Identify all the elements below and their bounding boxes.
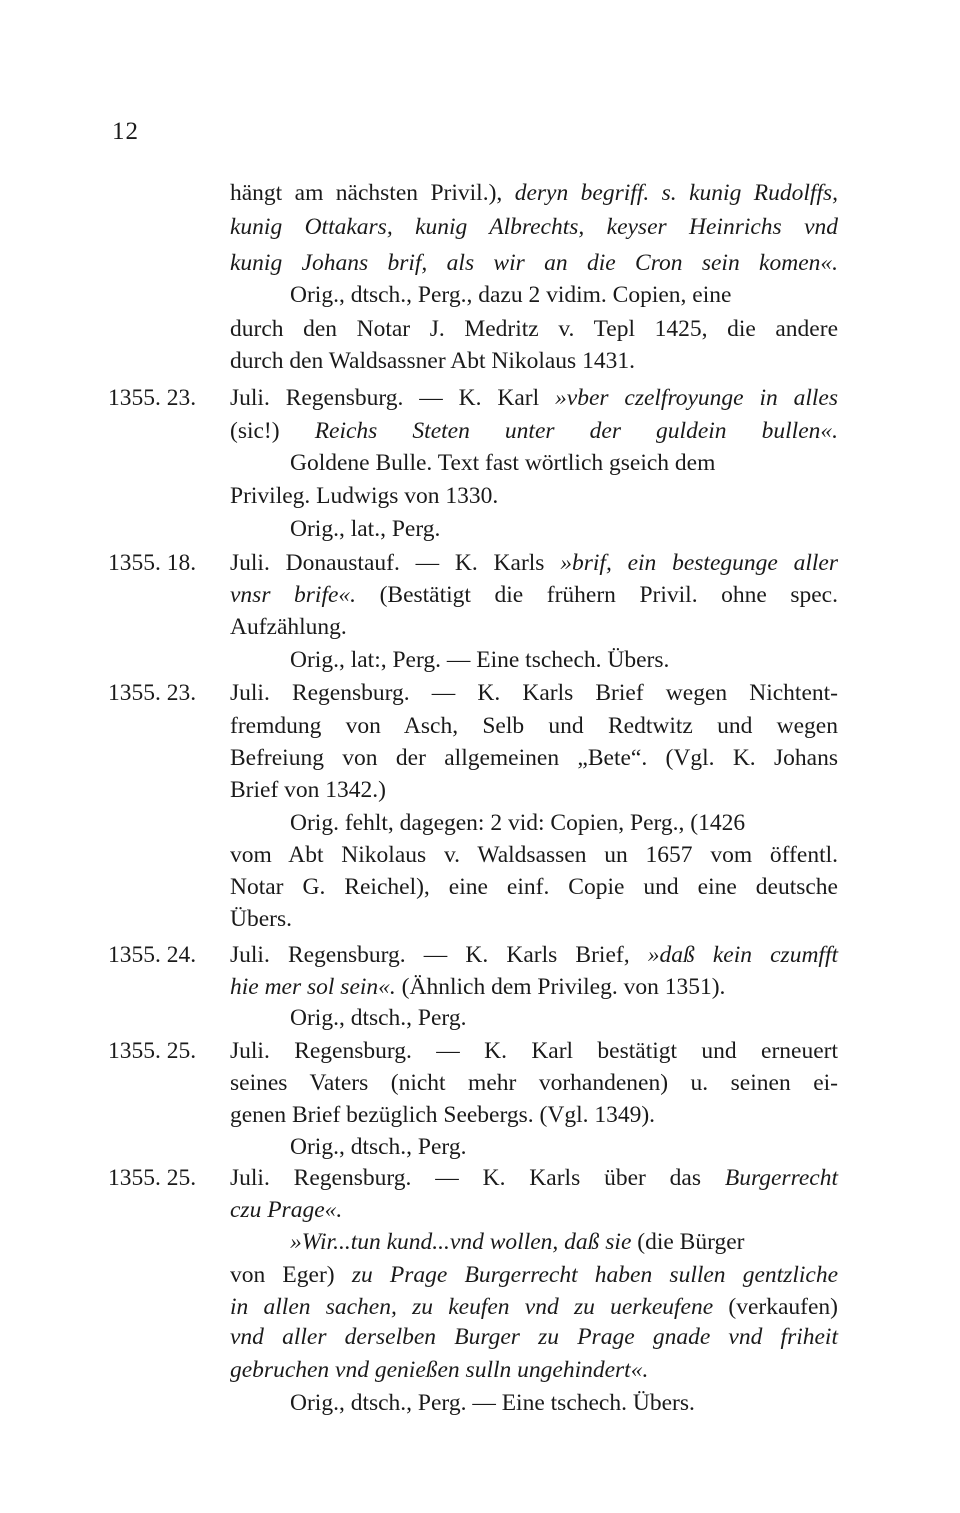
line-text: Privileg. Ludwigs von 1330. xyxy=(230,483,499,509)
text-line xyxy=(230,904,838,934)
line-text: (sic!) xyxy=(230,418,315,444)
entry-date: 1355. 23. xyxy=(108,385,197,411)
line-text: Orig., dtsch., Perg. xyxy=(290,1005,467,1031)
entry-header-line xyxy=(108,548,838,578)
line-text: durch den Notar J. Medritz v. Tepl 1425, die andere xyxy=(230,316,838,342)
line-text: Juli. Regensburg. — K. Karls Brief, xyxy=(230,942,648,968)
line-text: (Ähnlich dem Privileg. von 1351). xyxy=(395,974,726,1000)
text-line xyxy=(230,416,838,446)
text-line xyxy=(230,1292,838,1322)
quoted-text: deryn begriff. s. kunig Rudolffs, xyxy=(514,180,838,206)
entry-header-line xyxy=(108,1036,838,1066)
text-line xyxy=(290,280,731,310)
line-text: genen Brief bezüglich Seebergs. (Vgl. 1349). xyxy=(230,1102,656,1128)
text-line xyxy=(230,1260,838,1290)
quoted-text: Reichs Steten unter der guldein bullen«. xyxy=(314,418,838,444)
quoted-text: hie mer sol sein«. xyxy=(230,974,396,1000)
quoted-text: kunig Ottakars, kunig Albrechts, keyser Heinrichs vnd xyxy=(230,214,838,240)
text-line xyxy=(290,645,669,675)
text-line xyxy=(230,1355,838,1385)
line-text: Orig., lat., Perg. xyxy=(290,516,441,542)
text-line xyxy=(230,314,838,344)
text-line xyxy=(230,872,838,902)
text-line xyxy=(230,481,838,511)
line-text: seines Vaters (nicht mehr vorhandenen) u. seinen ei- xyxy=(230,1070,838,1096)
line-text: (Bestätigt die frühern Privil. ohne spec. xyxy=(356,582,838,608)
quoted-text: »vber czelfroyunge in alles xyxy=(555,385,839,411)
line-text: hängt am nächsten Privil.), xyxy=(230,180,515,206)
line-text: Notar G. Reichel), eine einf. Copie und eine deutsche xyxy=(230,874,838,900)
quoted-text: Burgerrecht xyxy=(724,1165,838,1191)
entry-date: 1355. 23. xyxy=(108,680,197,706)
text-line xyxy=(230,775,838,805)
line-text: fremdung von Asch, Selb und Redtwitz und wegen xyxy=(230,713,838,739)
line-text: Befreiung von der allgemeinen „Bete“. (Vgl. K. Johans xyxy=(230,745,838,771)
text-line xyxy=(230,1195,838,1225)
quoted-text: vnd aller derselben Burger zu Prage gnade vnd friheit xyxy=(230,1324,838,1350)
line-text: Übers. xyxy=(230,906,292,932)
line-text: Goldene Bulle. Text fast wörtlich gseich dem xyxy=(290,450,716,476)
text-line xyxy=(230,1068,838,1098)
text-line xyxy=(230,1322,838,1352)
entry-header-line xyxy=(108,1163,838,1193)
line-text: von Eger) xyxy=(230,1262,352,1288)
text-line xyxy=(230,1100,838,1130)
text-line xyxy=(230,212,838,242)
text-line xyxy=(230,178,838,208)
quoted-text: vnsr brife«. xyxy=(230,582,357,608)
entry-header-line xyxy=(108,383,838,413)
text-line xyxy=(290,1003,466,1033)
line-text: Juli. Donaustauf. — K. Karls xyxy=(230,550,561,576)
entry-date: 1355. 25. xyxy=(108,1165,197,1191)
line-text: (verkaufen) xyxy=(713,1294,838,1320)
line-text: (die Bürger xyxy=(631,1229,745,1255)
quoted-text: czu Prage«. xyxy=(230,1197,343,1223)
text-line xyxy=(230,972,838,1002)
line-text: Juli. Regensburg. — K. Karls Brief wegen Nichtent- xyxy=(230,680,838,706)
entry-date: 1355. 18. xyxy=(108,550,197,576)
quoted-text: zu Prage Burgerrecht haben sullen gentzliche xyxy=(351,1262,839,1288)
page-number: 12 xyxy=(112,118,139,145)
text-line xyxy=(230,743,838,773)
line-text: Orig., dtsch., Perg. xyxy=(290,1134,467,1160)
line-text: Orig., lat:, Perg. — Eine tschech. Übers. xyxy=(290,647,670,673)
text-line xyxy=(290,448,715,478)
line-text: Juli. Regensburg. — K. Karl bestätigt und erneuert xyxy=(230,1038,838,1064)
text-line xyxy=(290,1388,695,1418)
quoted-text: »daß kein czumfft xyxy=(647,942,838,968)
entry-date: 1355. 25. xyxy=(108,1038,197,1064)
line-text: Brief von 1342.) xyxy=(230,777,386,803)
entry-date: 1355. 24. xyxy=(108,942,197,968)
line-text: Orig. fehlt, dagegen: 2 vid: Copien, Perg., (1426 xyxy=(290,810,746,836)
text-line xyxy=(230,840,838,870)
quoted-text: »brif, ein bestegunge aller xyxy=(560,550,838,576)
text-line xyxy=(230,580,838,610)
text-line xyxy=(230,612,838,642)
text-line xyxy=(230,711,838,741)
text-line xyxy=(230,248,838,278)
line-text: Juli. Regensburg. — K. Karl xyxy=(230,385,556,411)
line-text: Juli. Regensburg. — K. Karls über das xyxy=(230,1165,725,1191)
line-text: vom Abt Nikolaus v. Waldsassen un 1657 vom öffentl. xyxy=(230,842,838,868)
text-line xyxy=(290,1227,745,1257)
quoted-text: gebruchen vnd genießen sulln ungehindert«. xyxy=(230,1357,649,1383)
quoted-text: in allen sachen, zu keufen vnd zu uerkeufene xyxy=(230,1294,714,1320)
text-line xyxy=(230,346,838,376)
entry-header-line xyxy=(108,678,838,708)
quoted-text: kunig Johans brif, als wir an die Cron sein komen«. xyxy=(230,250,838,276)
entry-header-line xyxy=(108,940,838,970)
line-text: Orig., dtsch., Perg. — Eine tschech. Übers. xyxy=(290,1390,695,1416)
quoted-text: »Wir...tun kund...vnd wollen, daß sie xyxy=(290,1229,632,1255)
text-line xyxy=(290,1132,466,1162)
line-text: Orig., dtsch., Perg., dazu 2 vidim. Copien, eine xyxy=(290,282,732,308)
line-text: Aufzählung. xyxy=(230,614,347,640)
line-text: durch den Waldsassner Abt Nikolaus 1431. xyxy=(230,348,635,374)
text-line xyxy=(290,514,440,544)
text-line xyxy=(290,808,745,838)
